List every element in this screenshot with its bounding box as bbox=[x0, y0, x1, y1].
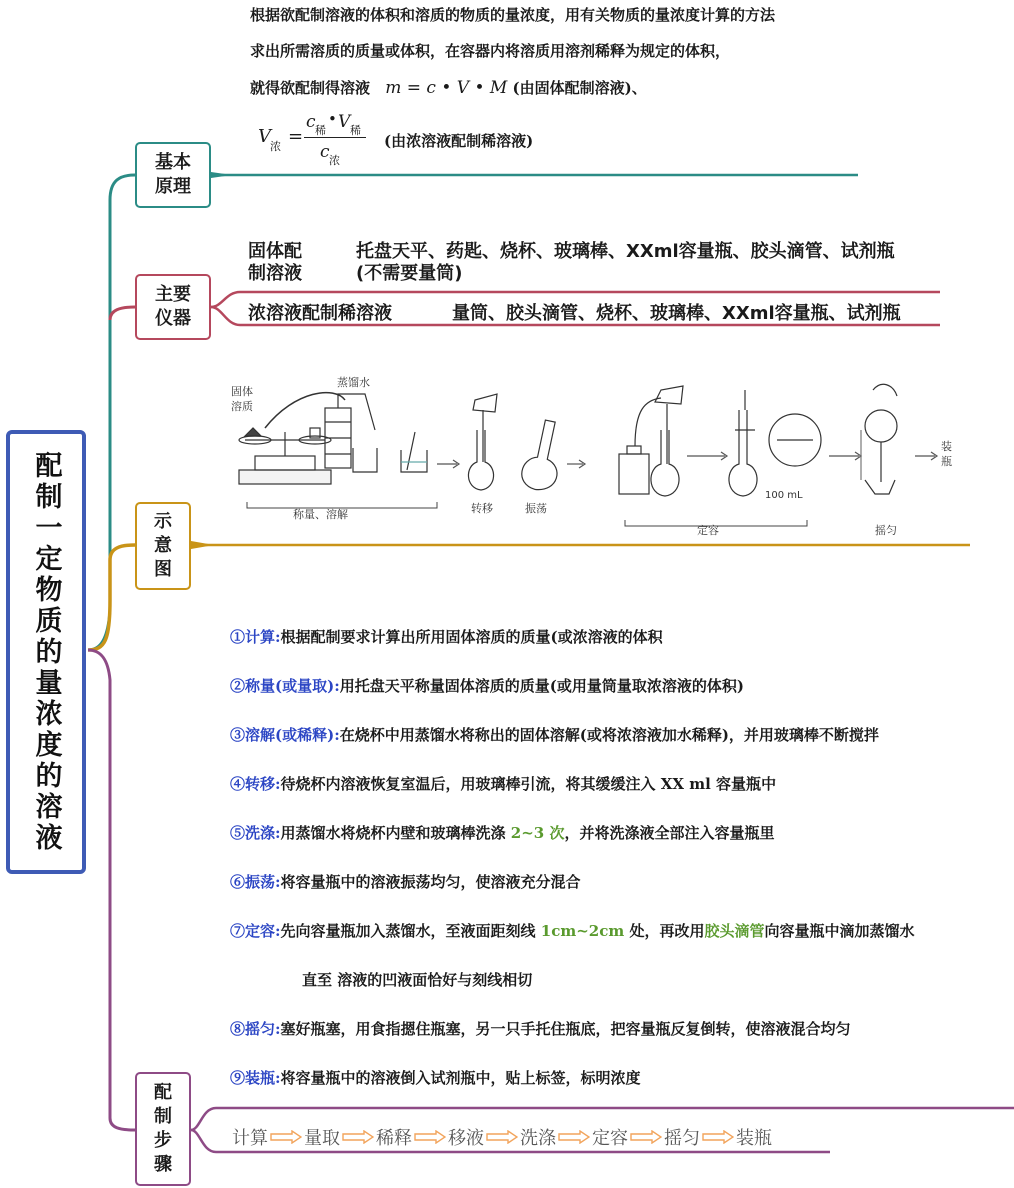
formula-dilution-num-c: c bbox=[306, 112, 316, 132]
fixing-flask-icon bbox=[651, 386, 821, 496]
step-1-text: 根据配制要求计算出所用固体溶质的质量(或浓溶液的体积 bbox=[280, 628, 663, 646]
flow-step-3: 稀释 bbox=[376, 1128, 412, 1149]
step-9-label: ⑨装瓶: bbox=[230, 1069, 281, 1087]
step-5-text-b: ，并将洗涤液全部注入容量瓶里 bbox=[564, 824, 775, 842]
node-diagram-label: 示意图 bbox=[154, 511, 172, 580]
caption-volume: 100 mL bbox=[765, 490, 803, 501]
step-2 bbox=[230, 675, 744, 696]
step-6 bbox=[230, 871, 581, 892]
flow-step-8: 装瓶 bbox=[736, 1128, 772, 1149]
caption-bottle-b: 瓶 bbox=[941, 455, 952, 468]
step-2-label: ②称量(或量取): bbox=[230, 677, 340, 695]
shake-flask-icon bbox=[519, 417, 568, 493]
formula-dilution-num-v-sub: 稀 bbox=[350, 124, 361, 137]
principle-line-2: 求出所需溶质的质量或体积，在容器内将溶质用溶剂稀释为规定的体积， bbox=[250, 42, 731, 60]
principle-line-1: 根据欲配制溶液的体积和溶质的物质的量浓度，用有关物质的量浓度计算的方法 bbox=[250, 6, 776, 24]
connector-diagram bbox=[88, 545, 135, 650]
formula-dilution-lhs-sub: 浓 bbox=[270, 140, 281, 153]
caption-transfer: 转移 bbox=[471, 502, 493, 515]
caption-water: 蒸馏水 bbox=[337, 376, 370, 389]
formula-dilution-num-v: V bbox=[338, 112, 351, 132]
step-7-text-b: 处，再改用 bbox=[624, 922, 705, 940]
step-8 bbox=[230, 1018, 851, 1039]
instruments-row1-value bbox=[356, 241, 895, 285]
procedure-illustration bbox=[225, 370, 985, 540]
formula-dilution-note: (由浓溶液配制稀溶液) bbox=[384, 132, 534, 150]
step-4-label: ④转移: bbox=[230, 775, 281, 793]
pour-arrow bbox=[265, 393, 345, 428]
step-7-text-c: 向容量瓶中滴加蒸馏水 bbox=[764, 922, 915, 940]
formula-dilution-lhs: V bbox=[258, 126, 271, 147]
flow-step-7: 摇匀 bbox=[664, 1128, 700, 1149]
formula-solid-note: (由固体配制溶液)、 bbox=[512, 79, 647, 97]
flow-step-5: 洗涤 bbox=[520, 1128, 556, 1149]
node-steps-label: 配制步骤 bbox=[154, 1082, 172, 1175]
step-1-label: ①计算: bbox=[230, 628, 281, 646]
root-title: 配制一定物质的量浓度的溶液 bbox=[30, 450, 62, 854]
connector-instruments bbox=[110, 307, 135, 320]
formula-dilution-num-c-sub: 稀 bbox=[315, 124, 326, 137]
step-8-label: ⑧摇匀: bbox=[230, 1020, 281, 1038]
flow-arrow-icon bbox=[486, 1130, 518, 1144]
step-7-text-a: 先向容量瓶加入蒸馏水，至液面距刻线 bbox=[280, 922, 541, 940]
flow-arrow-icon bbox=[630, 1130, 662, 1144]
volumetric-flask-icon bbox=[468, 394, 497, 490]
node-instruments bbox=[135, 274, 211, 340]
step-9-text: 将容量瓶中的溶液倒入试剂瓶中，贴上标签，标明浓度 bbox=[280, 1069, 641, 1087]
step-3-text: 在烧杯中用蒸馏水将称出的固体溶解(或将浓溶液加水稀释)，并用玻璃棒不断搅拌 bbox=[339, 726, 879, 744]
principle-line-3 bbox=[250, 77, 647, 98]
step-7-label: ⑦定容: bbox=[230, 922, 281, 940]
caption-fix: 定容 bbox=[697, 524, 719, 537]
flow-step-4: 移液 bbox=[448, 1128, 484, 1149]
flow-arrow-icon bbox=[702, 1130, 734, 1144]
step-9 bbox=[230, 1067, 641, 1088]
step-5-text-a: 用蒸馏水将烧杯内壁和玻璃棒洗涤 bbox=[280, 824, 511, 842]
node-steps bbox=[135, 1072, 191, 1186]
instruments-row2-value: 量筒、胶头滴管、烧杯、玻璃棒、XXml容量瓶、试剂瓶 bbox=[452, 303, 901, 324]
instruments-row1-key-b: 制溶液 bbox=[248, 263, 302, 284]
caption-solute: 溶质 bbox=[231, 400, 253, 413]
step-4-text: 待烧杯内溶液恢复室温后，用玻璃棒引流，将其缓缓注入 XX ml 容量瓶中 bbox=[280, 775, 777, 793]
step-5 bbox=[230, 822, 774, 843]
formula-dilution-den: c bbox=[320, 142, 330, 162]
mix-flask-icon bbox=[861, 384, 897, 494]
reagent-bottle-icon bbox=[619, 398, 661, 494]
step-2-text: 用托盘天平称量固体溶质的质量(或用量筒量取浓溶液的体积) bbox=[339, 677, 744, 695]
caption-shake: 振荡 bbox=[525, 502, 547, 515]
instruments-row1-key-a: 固体配 bbox=[248, 241, 302, 262]
instruments-row1-key bbox=[248, 241, 302, 285]
caption-mix: 摇匀 bbox=[875, 524, 897, 537]
step-7-highlight-2: 胶头滴管 bbox=[704, 922, 765, 940]
principle-line-3-prefix: 就得欲配制得溶液 bbox=[250, 79, 371, 97]
formula-dilution: V 浓 = c 稀 • V 稀 c 浓 bbox=[258, 112, 378, 168]
step-7-highlight-1: 1cm~2cm bbox=[540, 922, 625, 940]
balance-icon bbox=[239, 428, 331, 484]
root-node bbox=[6, 430, 86, 874]
instruments-row1-list: 托盘天平、药匙、烧杯、玻璃棒、XXml容量瓶、胶头滴管、试剂瓶 bbox=[356, 241, 895, 262]
connector-steps bbox=[88, 650, 135, 1130]
step-8-text: 塞好瓶塞，用食指摁住瓶塞，另一只手托住瓶底，把容量瓶反复倒转，使溶液混合均匀 bbox=[280, 1020, 851, 1038]
caption-weigh: 称量、溶解 bbox=[293, 508, 348, 521]
step-6-label: ⑥振荡: bbox=[230, 873, 281, 891]
step-7 bbox=[230, 920, 915, 941]
node-principle-label: 基本原理 bbox=[155, 152, 191, 197]
step-5-label: ⑤洗涤: bbox=[230, 824, 281, 842]
node-principle bbox=[135, 142, 211, 208]
step-4 bbox=[230, 773, 776, 794]
steps-flow bbox=[232, 1124, 772, 1150]
step-3-label: ③溶解(或稀释): bbox=[230, 726, 340, 744]
formula-solid: m = c • V • M bbox=[385, 78, 508, 98]
step-3 bbox=[230, 724, 879, 745]
wash-bottle-icon bbox=[325, 394, 375, 468]
instruments-row1-note: (不需要量筒) bbox=[356, 263, 463, 284]
beaker-icon bbox=[353, 432, 427, 472]
flow-step-6: 定容 bbox=[592, 1128, 628, 1149]
flow-arrow-icon bbox=[558, 1130, 590, 1144]
flow-arrow-icon bbox=[414, 1130, 446, 1144]
node-instruments-label: 主要仪器 bbox=[155, 284, 191, 329]
step-6-text: 将容量瓶中的溶液振荡均匀，使溶液充分混合 bbox=[280, 873, 581, 891]
caption-bottle-a: 装 bbox=[941, 440, 952, 453]
flow-step-1: 计算 bbox=[232, 1128, 268, 1149]
formula-dilution-den-sub: 浓 bbox=[329, 154, 340, 167]
instruments-row2-key: 浓溶液配制稀溶液 bbox=[248, 303, 392, 324]
step-7-continuation: 直至 溶液的凹液面恰好与刻线相切 bbox=[302, 971, 533, 989]
caption-solid: 固体 bbox=[231, 385, 253, 398]
flow-arrow-icon bbox=[342, 1130, 374, 1144]
flow-step-2: 量取 bbox=[304, 1128, 340, 1149]
flow-arrow-icon bbox=[270, 1130, 302, 1144]
step-5-highlight: 2~3 次 bbox=[510, 824, 565, 842]
node-diagram bbox=[135, 502, 191, 590]
step-1 bbox=[230, 626, 663, 647]
